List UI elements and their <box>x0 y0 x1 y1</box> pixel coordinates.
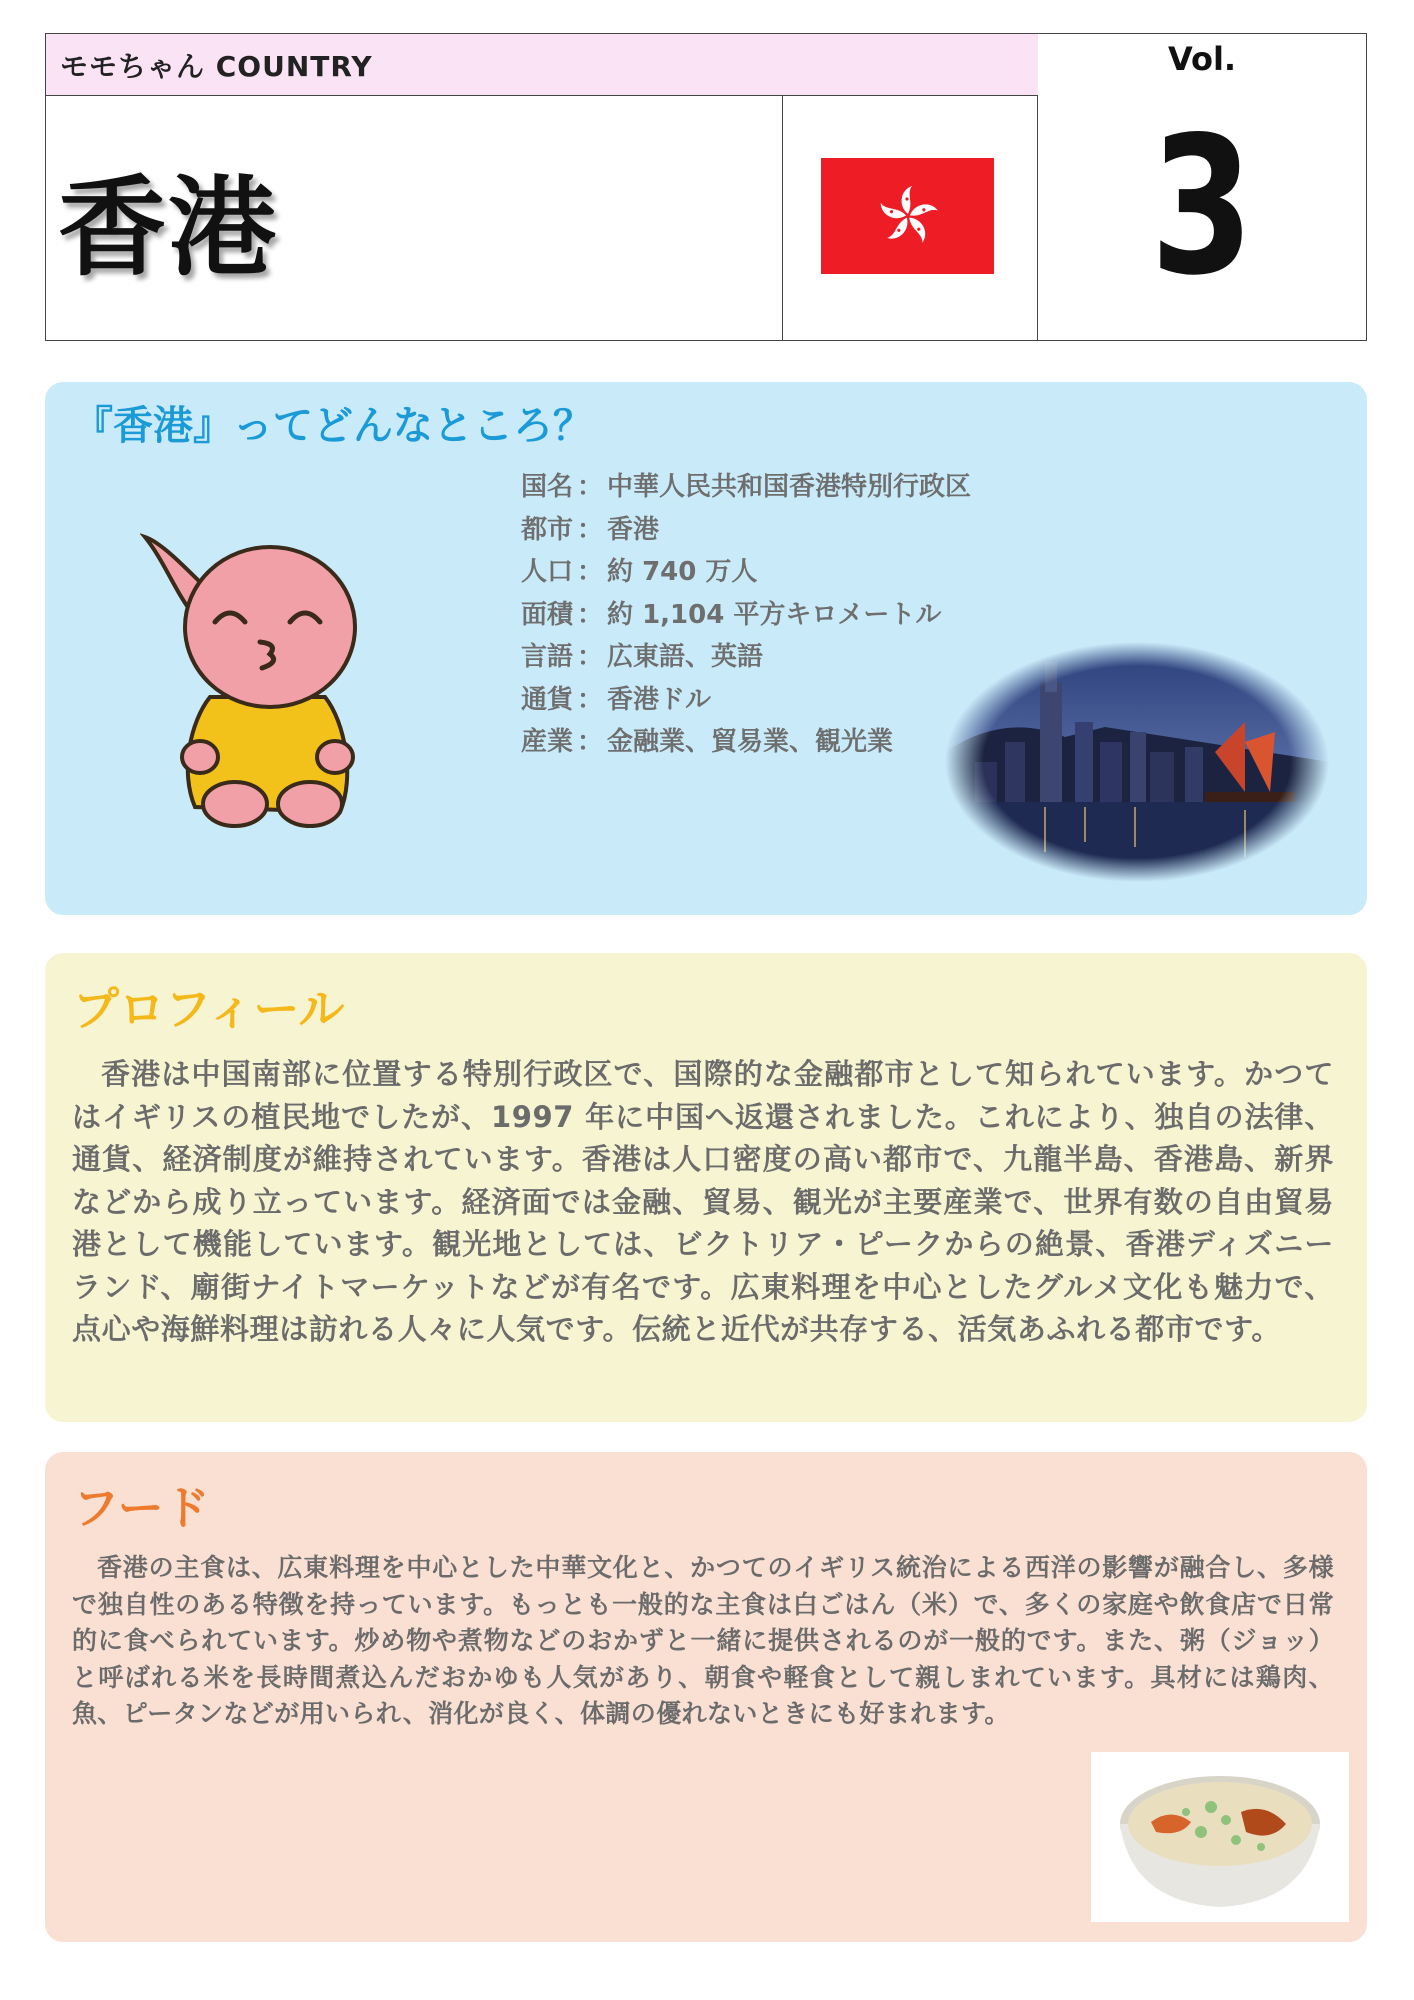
profile-panel <box>45 953 1367 1422</box>
fact-list <box>521 466 971 764</box>
country-title-cell <box>46 96 783 340</box>
food-panel <box>45 1452 1367 1942</box>
fact-country-name: 国名 ： 中華人民共和国香港特別行政区 <box>521 472 972 502</box>
fact-population: 人口 ： 約 740 万人 <box>521 557 758 587</box>
header-table <box>45 33 1367 341</box>
series-bar <box>46 34 1038 96</box>
hong-kong-flag-icon <box>821 158 994 274</box>
food-heading: フード <box>73 1481 210 1535</box>
food-text: 香港の主食は、広東料理を中心とした中華文化と、かつてのイギリス統治による西洋の影響が融合し、多様で独自性のある特徴を持っています。もっとも一般的な主食は白ごはん（米）で、多くの家庭や飲食店で日常的に食べられています。炒め物や煮物などのおかずと一緒に提供されるのが一般的です。また、粥（ジョッ）と呼ばれる米を長時間煮込んだおかゆも人気があり、朝食や軽食として親しまれています。具材には鶏肉、魚、ピータンなどが用いられ、消化が良く、体調の優れないときにも好まれます。 <box>72 1553 1334 1728</box>
fact-industry: 産業 ： 金融業、貿易業、観光業 <box>521 727 894 757</box>
overview-heading: 『香港』ってどんなところ？ <box>73 403 593 449</box>
overview-panel <box>45 382 1367 915</box>
hong-kong-skyline-photo <box>945 642 1330 882</box>
congee-bowl-photo <box>1091 1752 1349 1922</box>
pink-mascot-character <box>140 522 410 832</box>
profile-text: 香港は中国南部に位置する特別行政区で、国際的な金融都市として知られています。かつてはイギリスの植民地でしたが、1997 年に中国へ返還されました。これにより、独自の法律、通貨、経済制度が維持されています。香港は人口密度の高い都市で、九龍半島、香港島、新界などから成り立っています。経済面では金融、貿易、観光が主要産業で、世界有数の自由貿易港として機能しています。観光地としては、ビクトリア・ピークからの絶景、香港ディズニーランド、廟街ナイトマーケットなどが有名です。広東料理を中心としたグルメ文化も魅力で、点心や海鮮料理は訪れる人々に人気です。伝統と近代が共存する、活気あふれる都市です。 <box>72 1057 1334 1346</box>
fact-city: 都市 ： 香港 <box>521 514 660 545</box>
volume-cell <box>1038 34 1366 340</box>
fact-language: 言語 ： 広東語、英語 <box>521 642 764 672</box>
volume-number: 3 <box>1150 96 1254 317</box>
flag-cell <box>783 96 1038 340</box>
volume-label: Vol. <box>1167 40 1237 78</box>
bauhinia-icon <box>873 181 943 251</box>
fact-currency: 通貨 ： 香港ドル <box>521 684 712 715</box>
fact-area: 面積 ： 約 1,104 平方キロメートル <box>521 599 942 630</box>
profile-heading: プロフィール <box>73 982 345 1036</box>
series-title: モモちゃん COUNTRY <box>60 49 373 83</box>
country-title: 香港 <box>58 165 279 291</box>
